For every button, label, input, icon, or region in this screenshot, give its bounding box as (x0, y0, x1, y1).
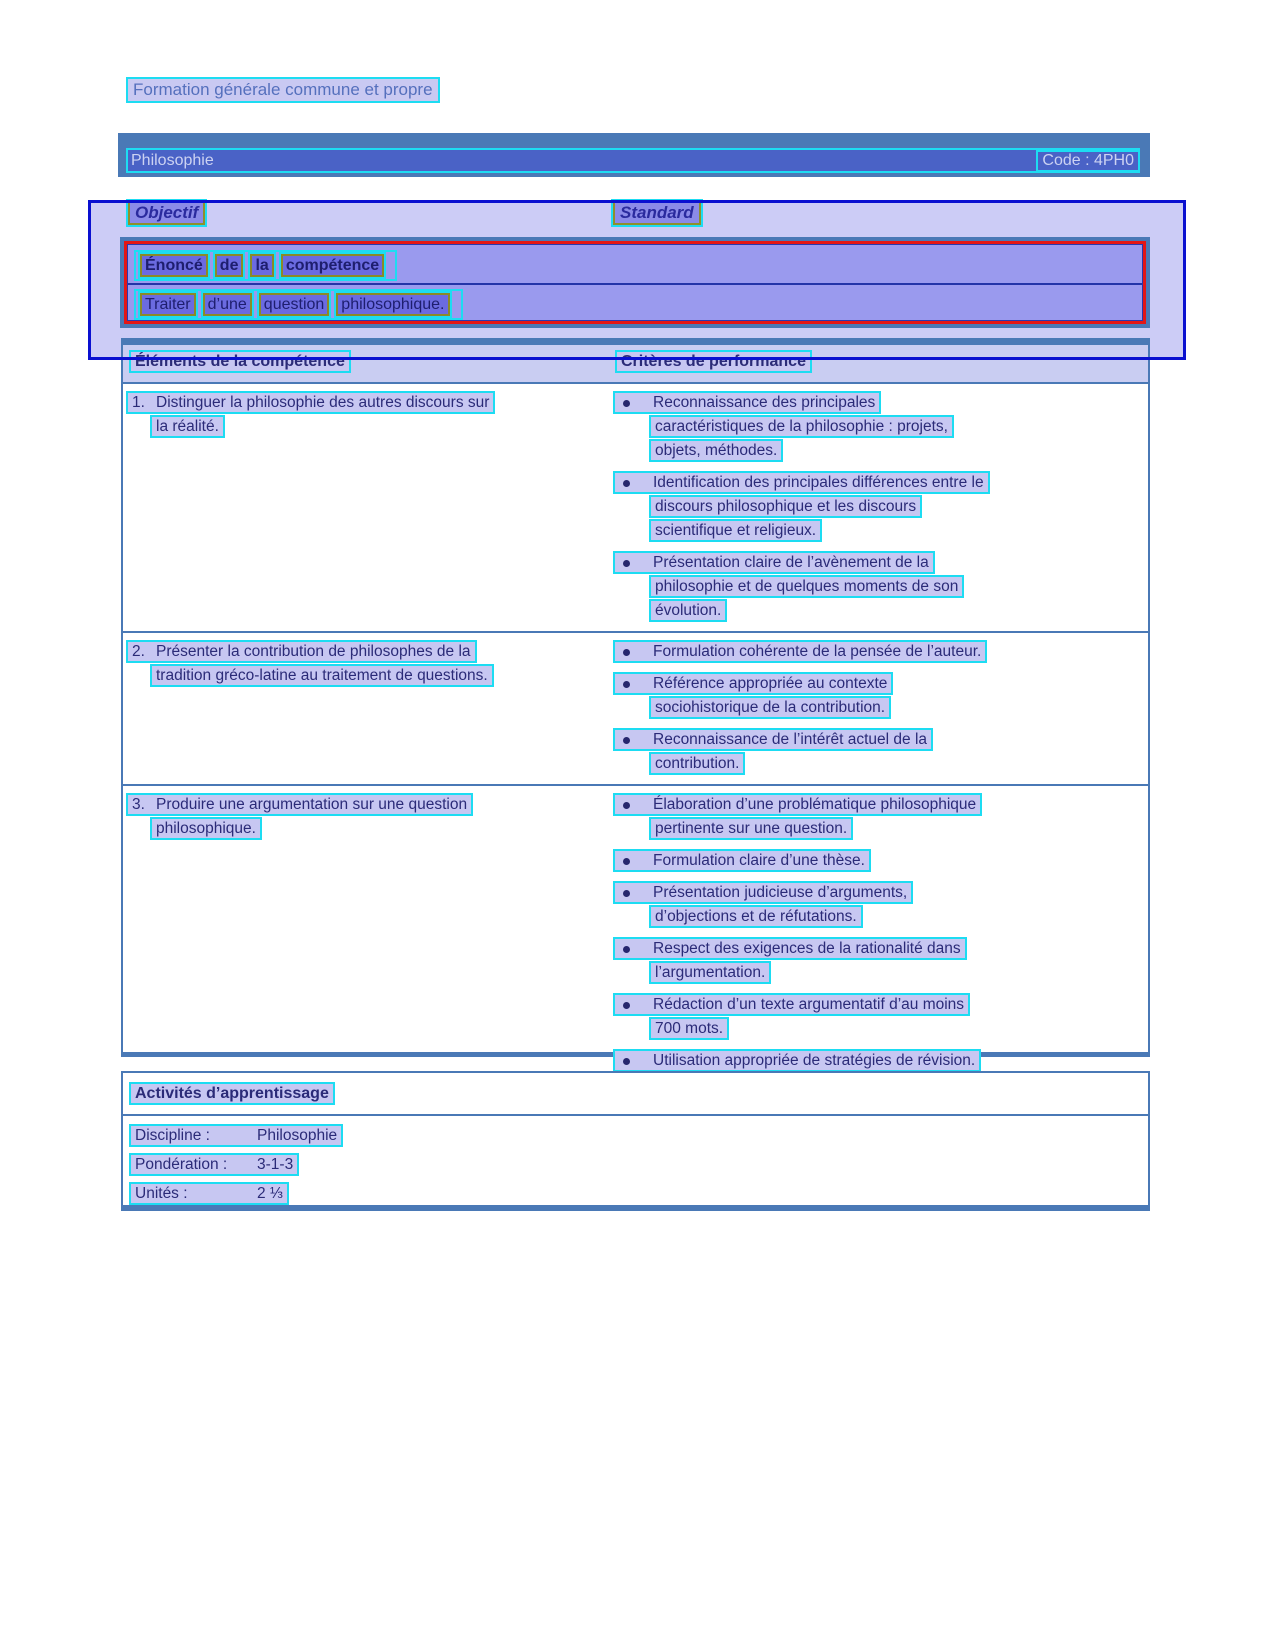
criteria-line: Formulation cohérente de la pensée de l’auteur. (613, 640, 987, 663)
element-number: 1. (132, 394, 145, 411)
criteria-line: Présentation claire de l’avènement de la (613, 551, 935, 574)
bullet-icon (623, 1058, 630, 1065)
criteria-line: philosophie et de quelques moments de son (649, 575, 964, 598)
red-annotation-box (124, 241, 1146, 324)
enonce-title-word: compétence (281, 254, 384, 277)
competence-table (121, 338, 1150, 1069)
course-title: Philosophie (131, 151, 214, 169)
criteria-line: l’argumentation. (649, 961, 771, 984)
criteria-line: contribution. (649, 752, 745, 775)
enonce-title-word: Énoncé (140, 254, 208, 277)
column-header-criteres: Critères de performance (615, 350, 812, 373)
criteria-bullet-item (613, 937, 1148, 984)
activities-title: Activités d’apprentissage (129, 1082, 335, 1105)
enonce-statement-word: d’une (203, 293, 252, 316)
bullet-icon (623, 400, 630, 407)
criteria-line: Respect des exigences de la rationalité dans (613, 937, 967, 960)
enonce-statement-line-annotation (134, 289, 463, 320)
criteria-bullet-item (613, 391, 1148, 462)
table-row (123, 631, 1148, 784)
criteria-bullet-item (613, 1049, 1148, 1072)
objectif-heading: Objectif (128, 201, 205, 225)
criteria-line: Rédaction d’un texte argumentatif d’au moins (613, 993, 970, 1016)
sector-label: Formation générale commune et propre (126, 77, 440, 103)
criteria-bullet-item (613, 728, 1148, 775)
criteria-line: Élaboration d’une problématique philosophique (613, 793, 982, 816)
bullet-icon (623, 649, 630, 656)
element-line: tradition gréco-latine au traitement de questions. (150, 664, 494, 687)
criteria-cell (613, 391, 1148, 631)
criteria-line: pertinente sur une question. (649, 817, 853, 840)
bullet-icon (623, 946, 630, 953)
activity-value: Philosophie (257, 1127, 338, 1144)
element-number: 3. (132, 796, 145, 813)
activity-label: Pondération : (135, 1156, 228, 1173)
criteria-bullet-item (613, 881, 1148, 928)
bullet-icon (623, 681, 630, 688)
criteria-bullet-item (613, 640, 1148, 663)
element-cell (123, 391, 613, 631)
activity-line (129, 1182, 289, 1205)
enonce-inner (127, 244, 1143, 321)
activity-label: Unités : (135, 1185, 188, 1202)
criteria-bullet-item (613, 993, 1148, 1040)
activities-header (123, 1073, 1148, 1116)
criteria-line: discours philosophique et les discours (649, 495, 922, 518)
competence-table-body (123, 384, 1148, 1081)
table-row (123, 784, 1148, 1081)
criteria-cell (613, 793, 1148, 1081)
enonce-title-word: de (215, 254, 244, 277)
activity-value: 2 ⅓ (257, 1185, 283, 1202)
bullet-icon (623, 802, 630, 809)
standard-heading: Standard (613, 201, 701, 225)
enonce-statement-row (128, 285, 1142, 320)
bullet-icon (623, 560, 630, 567)
criteria-line: Reconnaissance des principales (613, 391, 881, 414)
element-cell (123, 640, 613, 784)
criteria-bullet-item (613, 551, 1148, 622)
bullet-icon (623, 858, 630, 865)
criteria-line: d’objections et de réfutations. (649, 905, 863, 928)
criteria-line: Référence appropriée au contexte (613, 672, 893, 695)
criteria-line: Identification des principales différences entre le (613, 471, 990, 494)
enonce-title-row (128, 245, 1142, 285)
criteria-line: objets, méthodes. (649, 439, 783, 462)
criteria-line: scientifique et religieux. (649, 519, 822, 542)
criteria-bullet-item (613, 849, 1148, 872)
criteria-line: Utilisation appropriée de stratégies de révision. (613, 1049, 981, 1072)
criteria-bullet-item (613, 793, 1148, 840)
criteria-bullet-item (613, 471, 1148, 542)
activities-table (121, 1071, 1150, 1211)
table-row (123, 384, 1148, 631)
course-header-line-annotation (126, 148, 1140, 173)
enonce-title-word: la (250, 254, 273, 277)
activity-line (129, 1153, 299, 1176)
enonce-statement-word: Traiter (140, 293, 196, 316)
bullet-icon (623, 1002, 630, 1009)
activity-line (129, 1124, 343, 1147)
column-header-elements: Éléments de la compétence (129, 350, 351, 373)
criteria-line: Reconnaissance de l’intérêt actuel de la (613, 728, 933, 751)
criteria-line: Présentation judicieuse d’arguments, (613, 881, 913, 904)
activity-label: Discipline : (135, 1127, 210, 1144)
enonce-statement-word: question (259, 293, 330, 316)
activity-value: 3-1-3 (257, 1156, 294, 1173)
course-code: Code : 4PH0 (1036, 150, 1140, 172)
criteria-bullet-item (613, 672, 1148, 719)
element-line: la réalité. (150, 415, 225, 438)
competence-table-header (123, 345, 1148, 384)
bullet-icon (623, 480, 630, 487)
enonce-table (120, 237, 1150, 328)
criteria-line: Formulation claire d’une thèse. (613, 849, 871, 872)
criteria-line: caractéristiques de la philosophie : projets, (649, 415, 954, 438)
criteria-line: 700 mots. (649, 1017, 729, 1040)
bullet-icon (623, 737, 630, 744)
element-cell (123, 793, 613, 1081)
element-line: 1. Distinguer la philosophie des autres discours sur (126, 391, 495, 414)
activities-body (123, 1116, 1148, 1205)
element-line: 2. Présenter la contribution de philosophes de la (126, 640, 477, 663)
criteria-line: évolution. (649, 599, 727, 622)
course-header-bar (118, 133, 1150, 177)
criteria-cell (613, 640, 1148, 784)
element-number: 2. (132, 643, 145, 660)
element-line: philosophique. (150, 817, 262, 840)
enonce-statement-word: philosophique. (336, 293, 449, 316)
criteria-line: sociohistorique de la contribution. (649, 696, 891, 719)
bullet-icon (623, 890, 630, 897)
enonce-title-line-annotation (134, 250, 397, 281)
element-line: 3. Produire une argumentation sur une question (126, 793, 473, 816)
